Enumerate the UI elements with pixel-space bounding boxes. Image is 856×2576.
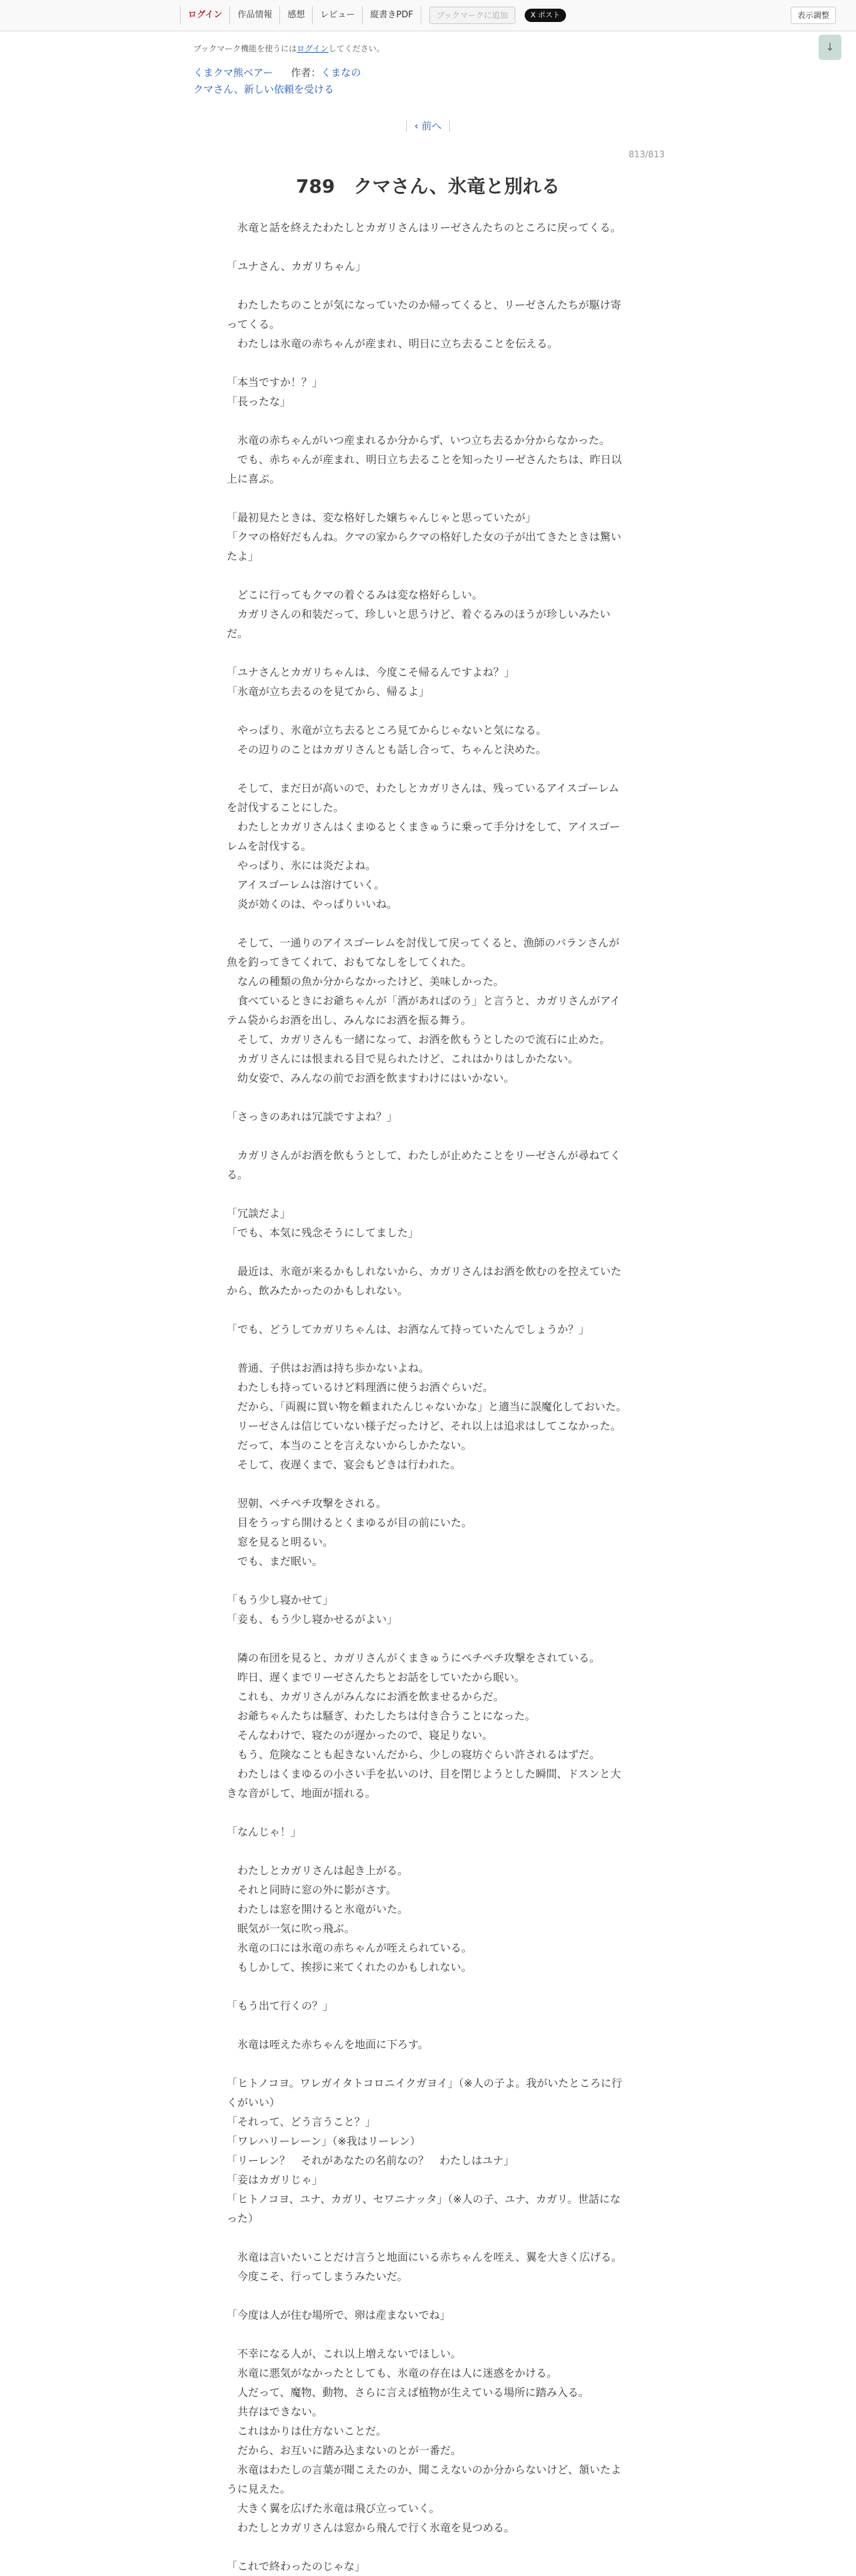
body-line: 普通、子供はお酒は持ち歩かないよね。 <box>227 1362 430 1374</box>
body-line: 「ワレハリーレーン」（※我はリーレン） <box>227 2135 421 2147</box>
review-link[interactable]: レビュー <box>313 6 363 25</box>
blank-line <box>227 411 629 431</box>
body-line: それと同時に窓の外に影がさす。 <box>227 1884 397 1896</box>
top-navigation-bar <box>0 0 856 31</box>
notice-prefix: ブックマーク機能を使うには <box>193 44 297 53</box>
blank-line <box>227 1088 629 1107</box>
body-line: 氷竜と話を終えたわたしとカガリさんはリーゼさんたちのところに戻ってくる。 <box>227 221 621 234</box>
body-line: 「妾も、もう少し寝かせるがよい」 <box>227 1613 398 1626</box>
series-info <box>193 65 361 79</box>
body-line: だから、「両親に買い物を頼まれたんじゃないかな」と適当に誤魔化しておいた。 <box>227 1400 627 1413</box>
blank-line <box>227 2325 629 2344</box>
body-line: 「リーレン？ それがあなたの名前なの？ わたしはユナ」 <box>227 2154 515 2167</box>
body-line: わたしとカガリさんはくまゆるとくまきゅうに乗って手分けをして、アイスゴーレムを討伐する。 <box>227 820 621 852</box>
blank-line <box>227 914 629 933</box>
chapter-group-title: クマさん、新しい依頼を受ける <box>193 83 334 95</box>
body-line: 「ヒトノコヨ。ワレガイタトコロニイクガヨイ」（※人の子よ。我がいたところに行くがいい） <box>227 2077 623 2109</box>
body-line: カガリさんの和装だって、珍しいと思うけど、着ぐるみのほうが珍しいみたいだ。 <box>227 608 611 640</box>
body-line: 「ユナさんとカガリちゃんは、今度こそ帰るんですよね？」 <box>227 666 515 678</box>
blank-line <box>227 1339 629 1358</box>
body-line: 隣の布団を見ると、カガリさんがくまきゅうにペチペチ攻撃をされている。 <box>227 1652 601 1664</box>
body-line: そして、カガリさんも一緒になって、お酒を飲もうとしたので流石に止めた。 <box>227 1033 611 1046</box>
body-line: 氷竜は咥えた赤ちゃんを地面に下ろす。 <box>227 2038 429 2051</box>
body-line: 氷竜の口には氷竜の赤ちゃんが咥えられている。 <box>227 1941 473 1954</box>
body-line: リーゼさんは信じていない様子だったけど、それ以上は追求はしてこなかった。 <box>227 1420 621 1432</box>
body-line: でも、赤ちゃんが産まれ、明日立ち去ることを知ったリーゼさんたちは、昨日以上に喜ぶ。 <box>227 453 622 485</box>
blank-line <box>227 566 629 585</box>
body-line: 「本当ですか！？」 <box>227 376 323 389</box>
prev-page-link[interactable]: ‹ 前へ <box>406 120 451 132</box>
body-line: 氷竜はわたしの言葉が聞こえたのか、聞こえないのか分からないけど、頷いたように見えた。 <box>227 2463 622 2495</box>
body-line: 眠気が一気に吹っ飛ぶ。 <box>227 1922 355 1935</box>
body-line: これはかりは仕方ないことだ。 <box>227 2425 387 2437</box>
display-settings-button[interactable]: 表示調整 <box>791 7 836 24</box>
body-line: 「氷竜が立ち去るのを見てから、帰るよ」 <box>227 685 430 698</box>
body-line: そんなわけで、寝たのが遅かったので、寝足りない。 <box>227 1729 493 1742</box>
body-line: 「今度は人が住む場所で、卵は産まないでね」 <box>227 2309 451 2321</box>
body-line: わたしはくまゆるの小さい手を払いのけ、目を閉じようとした瞬間、ドスンと大きな音がして、地面が揺れる。 <box>227 1768 621 1800</box>
blank-line <box>227 643 629 662</box>
blank-line <box>227 701 629 720</box>
vertical-pdf-link[interactable]: 縦書きPDF <box>363 6 421 25</box>
impressions-link[interactable]: 感想 <box>280 6 313 25</box>
body-line: カガリさんには恨まれる目で見られたけど、これはかりはしかたない。 <box>227 1052 579 1065</box>
body-line: やっぱり、氷竜が立ち去るところ見てからじゃないと気になる。 <box>227 724 547 736</box>
blank-line <box>227 2286 629 2305</box>
blank-line <box>227 276 629 295</box>
body-line: わたしたちのことが気になっていたのか帰ってくると、リーゼさんたちが駆け寄ってくる。 <box>227 299 621 331</box>
login-link[interactable]: ログイン <box>180 6 230 25</box>
series-title-link[interactable]: くまクマ熊ベアー <box>193 67 273 79</box>
blank-line <box>227 237 629 257</box>
body-line: 「これで終わったのじゃな」 <box>227 2560 365 2573</box>
x-post-button[interactable]: X ポスト <box>525 9 566 22</box>
body-line: 「ヒトノコヨ、ユナ、カガリ、セワニナッタ」（※人の子、ユナ、カガリ。世話になった） <box>227 2193 621 2225</box>
arrow-down-icon: ↓ <box>825 41 835 53</box>
body-line: 「クマの格好だもんね。クマの家からクマの格好した女の子が出てきたときは驚いたよ」 <box>227 531 622 563</box>
blank-line <box>227 1803 629 1822</box>
body-line: 「なんじゃ！」 <box>227 1826 302 1838</box>
body-line: カガリさんがお酒を飲もうとして、わたしが止めたことをリーゼさんが尋ねてくる。 <box>227 1149 621 1181</box>
blank-line <box>227 1242 629 1262</box>
blank-line <box>227 1300 629 1320</box>
body-line: 氷竜に悪気がなかったとしても、氷竜の存在は人に迷惑をかける。 <box>227 2367 558 2379</box>
author-info <box>291 67 361 79</box>
episode-counter: 813/813 <box>628 150 665 160</box>
body-line: 「もう少し寝かせて」 <box>227 1594 334 1606</box>
prev-navigation <box>0 119 856 133</box>
body-line: 翌朝、ペチペチ攻撃をされる。 <box>227 1497 387 1510</box>
body-line: 「さっきのあれは冗談ですよね？」 <box>227 1110 398 1123</box>
body-line: わたしも持っているけど料理酒に使うお酒ぐらいだ。 <box>227 1381 494 1394</box>
body-line: 「それって、どう言うこと？」 <box>227 2115 376 2128</box>
body-line: だって、本当のことを言えないからしかたない。 <box>227 1439 472 1452</box>
blank-line <box>227 2015 629 2035</box>
body-line: 「妾はカガリじゃ」 <box>227 2173 323 2186</box>
blank-line <box>227 1629 629 1648</box>
blank-line <box>227 353 629 373</box>
author-link[interactable]: くまなの <box>321 67 361 79</box>
body-line: 「でも、本気に残念そうにしてました」 <box>227 1226 419 1239</box>
body-line: 不幸になる人が、これ以上増えないでほしい。 <box>227 2347 462 2360</box>
blank-line <box>227 2228 629 2247</box>
body-line: やっぱり、氷には炎だよね。 <box>227 859 377 872</box>
body-line: 氷竜の赤ちゃんがいつ産まれるか分からず、いつ立ち去るか分からなかった。 <box>227 434 610 447</box>
blank-line <box>227 2537 629 2557</box>
notice-login-link[interactable]: ログイン <box>297 44 329 53</box>
body-line: 氷竜は言いたいことだけ言うと地面にいる赤ちゃんを咥え、翼を大きく広げる。 <box>227 2251 622 2263</box>
body-line: 食べているときにお爺ちゃんが「酒があればのう」と言うと、カガリさんがアイテム袋からお酒を出し、みんなにお酒を振る舞う。 <box>227 994 621 1026</box>
body-line: 大きく翼を広げた氷竜は飛び立っていく。 <box>227 2502 440 2515</box>
episode-title: 789 クマさん、氷竜と別れる <box>295 175 561 197</box>
blank-line <box>227 2054 629 2073</box>
body-line: 人だって、魔物、動物、さらに言えば植物が生えている場所に踏み入る。 <box>227 2386 589 2399</box>
blank-line <box>227 759 629 778</box>
blank-line <box>227 1842 629 1861</box>
author-label: 作者： <box>291 67 321 79</box>
login-notice <box>193 43 385 54</box>
work-info-link[interactable]: 作品情報 <box>230 6 280 25</box>
body-line: 幼女姿で、みんなの前でお酒を飲ますわけにはいかない。 <box>227 1072 515 1084</box>
body-line: どこに行ってもクマの着ぐるみは変な格好らしい。 <box>227 589 483 601</box>
body-line: その辺りのことはカガリさんとも話し合って、ちゃんと決めた。 <box>227 743 547 756</box>
body-line: 今度こそ、行ってしまうみたいだ。 <box>227 2270 408 2283</box>
body-line: 「でも、どうしてカガリちゃんは、お酒なんて持っていたんでしょうか？」 <box>227 1323 590 1336</box>
body-line: 共存はできない。 <box>227 2405 323 2418</box>
body-line: アイスゴーレムは溶けていく。 <box>227 878 385 891</box>
body-line: もう、危険なことも起きないんだから、少しの寝坊ぐらい許されるはずだ。 <box>227 1748 601 1761</box>
body-line: これも、カガリさんがみんなにお酒を飲ませるからだ。 <box>227 1690 505 1703</box>
blank-line <box>227 1184 629 1204</box>
blank-line <box>227 1977 629 1996</box>
body-line: 「最初見たときは、変な格好した嬢ちゃんじゃと思っていたが」 <box>227 511 537 524</box>
body-line: わたしは窓を開けると氷竜がいた。 <box>227 1903 409 1916</box>
body-line: 炎が効くのは、やっぱりいいね。 <box>227 898 398 910</box>
scroll-down-button[interactable] <box>819 35 841 60</box>
body-line: 昨日、遅くまでリーゼさんたちとお話をしていたから眠い。 <box>227 1671 525 1684</box>
body-line: 「もう出て行くの？」 <box>227 1999 334 2012</box>
body-line: わたしとカガリさんは起き上がる。 <box>227 1864 409 1877</box>
body-line: 「ユナさん、カガリちゃん」 <box>227 260 366 273</box>
body-line: そして、一通りのアイスゴーレムを討伐して戻ってくると、漁師のバランさんが魚を釣ってきてくれて、おもてなしをしてくれた。 <box>227 936 620 968</box>
novel-body <box>227 218 629 2576</box>
body-line: お爺ちゃんたちは騒ぎ、わたしたちは付き合うことになった。 <box>227 1710 536 1722</box>
blank-line <box>227 1126 629 1146</box>
body-line: そして、まだ日が高いので、わたしとカガリさんは、残っているアイスゴーレムを討伐することにした。 <box>227 782 619 814</box>
body-line: そして、夜遅くまで、宴会もどきは行われた。 <box>227 1458 461 1471</box>
notice-suffix: してください。 <box>328 44 385 53</box>
body-line: 「長ったな」 <box>227 395 291 408</box>
body-line: 最近は、氷竜が来るかもしれないから、カガリさんはお酒を飲むのを控えていたから、飲みたかったのかもしれない。 <box>227 1265 622 1297</box>
body-line: でも、まだ眠い。 <box>227 1555 323 1568</box>
body-line: もしかして、挨拶に来てくれたのかもしれない。 <box>227 1961 472 1973</box>
body-line: わたしとカガリさんは窓から飛んで行く氷竜を見つめる。 <box>227 2521 515 2534</box>
blank-line <box>227 489 629 508</box>
body-line: なんの種類の魚か分からなかったけど、美味しかった。 <box>227 975 505 988</box>
body-line: だから、お互いに踏み込まないのとが一番だ。 <box>227 2444 462 2457</box>
body-line: 「冗談だよ」 <box>227 1207 291 1220</box>
blank-line <box>227 1571 629 1590</box>
body-line: 窓を見ると明るい。 <box>227 1536 334 1548</box>
body-line: 目をうっすら開けるとくまゆるが目の前にいた。 <box>227 1516 473 1529</box>
blank-line <box>227 1474 629 1494</box>
nav-menu <box>180 6 566 25</box>
add-bookmark-button[interactable]: ブックマークに追加 <box>429 7 515 24</box>
body-line: わたしは氷竜の赤ちゃんが産まれ、明日に立ち去ることを伝える。 <box>227 337 558 350</box>
